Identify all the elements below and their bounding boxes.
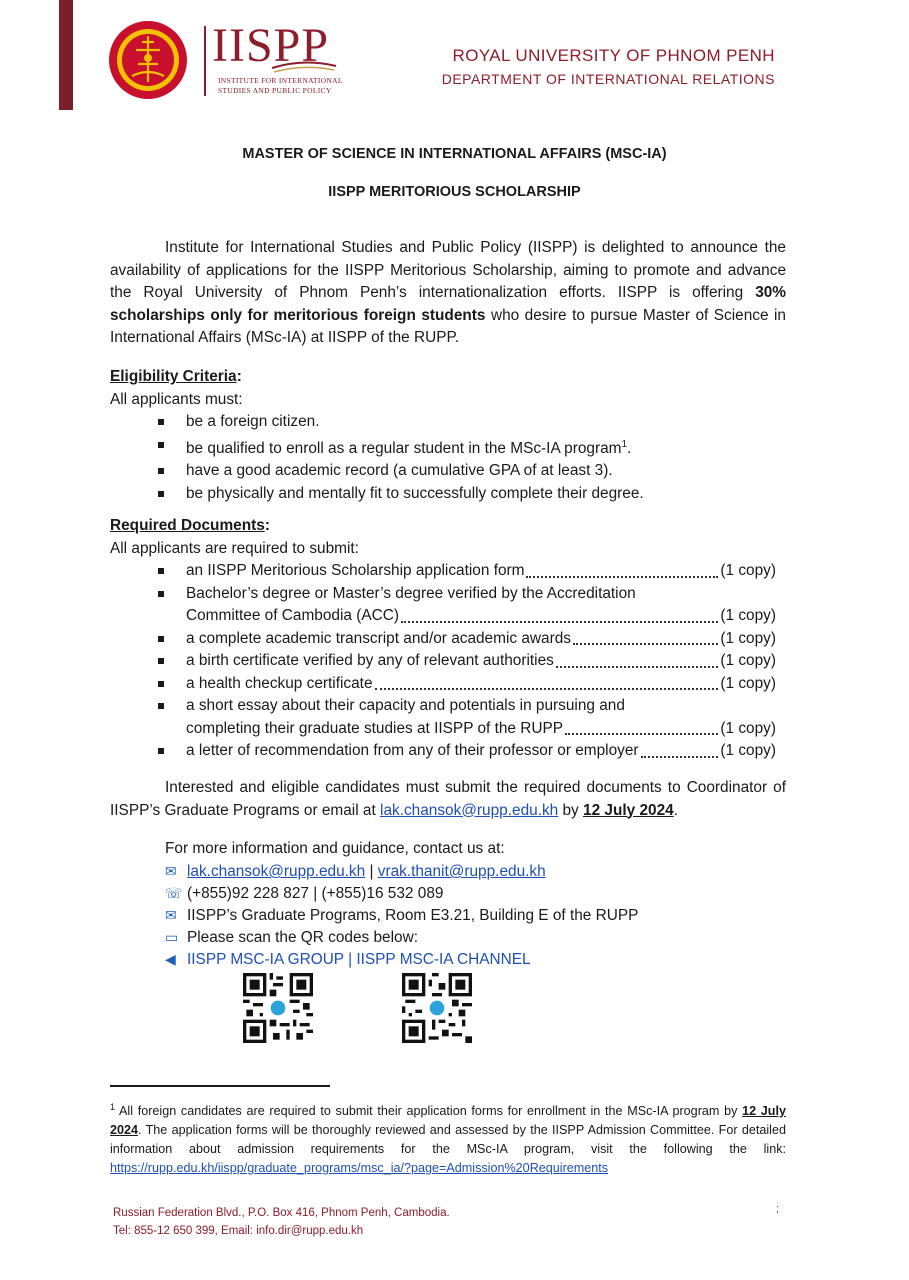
document-copies: (1 copy) [720, 562, 776, 579]
intro-text-2: who desire to pursue Master of Science in International Affairs (MSc-IA) at IISPP of the RUPP. [110, 306, 786, 346]
document-name-line1: a short essay about their capacity and potentials in pursuing and [186, 697, 625, 714]
list-item [158, 628, 776, 651]
intro-text-1: Institute for International Studies and Public Policy (IISPP) is delighted to announce the availability of applications for the IISPP Meritorious Scholarship, aiming to promote and advance the Royal University of Phnom Penh’s internationalization efforts. IISPP is offering [110, 239, 786, 301]
eligibility-item-text: have a good academic record (a cumulative GPA of at least 3). [186, 462, 613, 480]
document-copies: (1 copy) [720, 607, 776, 624]
documents-colon: : [264, 517, 271, 534]
footnote-mark: 1 [110, 1102, 116, 1112]
list-item [158, 740, 776, 763]
submission-text: Interested and eligible candidates must submit the required documents to Coordinator of IISPP’s Graduate Programs or email at [110, 779, 786, 819]
footnote [110, 1098, 786, 1178]
computer-icon: ▭ [165, 929, 179, 945]
eligibility-section [110, 366, 644, 505]
footnote-text-2: . The application forms will be thoroughly reviewed and assessed by the IISPP Admission Committee. For detailed information about admission requirements for the MSc-IA program, visit the following the link: [110, 1123, 786, 1157]
list-item [158, 460, 644, 483]
document-name: an IISPP Meritorious Scholarship application form [186, 562, 525, 579]
contact-phone-row [165, 882, 443, 906]
document-name: Committee of Cambodia (ACC) [186, 607, 399, 624]
phone-icon: ☏ [165, 885, 183, 901]
document-copies: (1 copy) [720, 674, 776, 692]
logo-swoosh [270, 56, 338, 76]
eligibility-heading: Eligibility Criteria [110, 368, 237, 385]
eligibility-item-end: . [627, 439, 632, 457]
submission-deadline: 12 July 2024 [583, 801, 674, 819]
contact-phones: (+855)92 228 827 | (+855)16 532 089 [187, 885, 444, 902]
header-accent-bar [59, 0, 73, 110]
list-item [158, 411, 644, 434]
eligibility-list [158, 411, 644, 505]
mailbox-icon: ✉ [165, 907, 177, 923]
eligibility-item-text: be physically and mentally fit to successfully complete their degree. [186, 484, 644, 502]
footnote-text-1: All foreign candidates are required to submit their application forms for enrollment in the MSc-IA program by [115, 1104, 743, 1119]
documents-section-heading [110, 515, 359, 560]
contact-separator: | [365, 863, 378, 880]
document-name: completing their graduate studies at IISPP of the RUPP [186, 719, 563, 737]
envelope-icon: ✉ [165, 863, 177, 879]
footer-contact: Tel: 855-12 650 399, Email: info.dir@rupp.edu.kh [113, 1225, 364, 1237]
contact-address: IISPP’s Graduate Programs, Room E3.21, Building E of the RUPP [187, 907, 639, 924]
footnote-divider [110, 1085, 330, 1087]
page-mark: ; [776, 1203, 780, 1215]
qr-code-channel[interactable] [402, 973, 472, 1043]
contact-address-row [165, 904, 638, 928]
intro-highlight: 30% scholarships only for meritorious foreign students [110, 284, 786, 324]
document-copies: (1 copy) [720, 742, 776, 759]
submission-email-link[interactable]: lak.chansok@rupp.edu.kh [380, 801, 559, 819]
iispp-logo-text: IISPP [212, 19, 330, 72]
submission-paragraph [110, 777, 786, 822]
eligibility-colon: : [236, 368, 242, 385]
telegram-icon: ◀ [165, 951, 176, 967]
eligibility-item-text: be qualified to enroll as a regular student in the MSc-IA program [186, 439, 622, 457]
eligibility-lead: All applicants must: [110, 390, 243, 408]
admission-requirements-link[interactable]: https://rupp.edu.kh/iispp/graduate_programs/msc_ia/?page=Admission%20Requirements [110, 1161, 609, 1176]
footnote-date: 12 July 2024 [110, 1104, 786, 1138]
document-copies: (1 copy) [720, 719, 776, 737]
contact-lead: For more information and guidance, contact us at: [165, 840, 505, 857]
list-item [158, 483, 644, 506]
contact-email-1[interactable]: lak.chansok@rupp.edu.kh [187, 863, 366, 880]
list-item [158, 434, 644, 461]
list-item [158, 695, 776, 740]
logo-divider [204, 26, 206, 96]
list-item [158, 583, 776, 628]
document-name: a letter of recommendation from any of their professor or employer [186, 742, 639, 759]
department-name: DEPARTMENT OF INTERNATIONAL RELATIONS [441, 71, 775, 87]
university-name: ROYAL UNIVERSITY OF PHNOM PENH [452, 46, 775, 65]
logo-subtitle-line1: INSTITUTE FOR INTERNATIONAL [218, 76, 343, 85]
submission-text-by: by [558, 801, 584, 819]
list-item [158, 650, 776, 673]
program-title: MASTER OF SCIENCE IN INTERNATIONAL AFFAIRS (MSC-IA) [242, 146, 667, 162]
contact-email-row [165, 860, 546, 884]
scholarship-title: IISPP MERITORIOUS SCHOLARSHIP [328, 184, 581, 200]
eligibility-item-text: be a foreign citizen. [186, 413, 320, 430]
document-name-line1: Bachelor’s degree or Master’s degree verified by the Accreditation [186, 584, 636, 602]
footnote-reference: 1 [621, 438, 628, 450]
contact-qr-note: Please scan the QR codes below: [187, 929, 418, 946]
documents-heading: Required Documents [110, 517, 265, 534]
logo-subtitle-line2: STUDIES AND PUBLIC POLICY [218, 86, 332, 95]
document-copies: (1 copy) [720, 652, 776, 669]
telegram-links[interactable]: IISPP MSC-IA GROUP | IISPP MSC-IA CHANNEL [187, 951, 531, 968]
document-name: a complete academic transcript and/or academic awards [186, 629, 571, 647]
document-name: a birth certificate verified by any of relevant authorities [186, 652, 554, 669]
submission-end: . [673, 801, 679, 819]
contact-qr-row [165, 926, 418, 950]
documents-lead: All applicants are required to submit: [110, 539, 359, 557]
contact-email-2[interactable]: vrak.thanit@rupp.edu.kh [377, 863, 546, 880]
contact-telegram-row [165, 948, 531, 972]
document-copies: (1 copy) [720, 629, 776, 647]
footer-address: Russian Federation Blvd., P.O. Box 416, Phnom Penh, Cambodia. [113, 1207, 450, 1219]
qr-code-group[interactable] [243, 973, 313, 1043]
list-item [158, 673, 776, 696]
intro-paragraph [110, 237, 786, 350]
rupp-seal-logo [108, 20, 188, 100]
list-item [158, 560, 776, 583]
documents-list [158, 560, 776, 763]
document-name: a health checkup certificate [186, 674, 373, 692]
